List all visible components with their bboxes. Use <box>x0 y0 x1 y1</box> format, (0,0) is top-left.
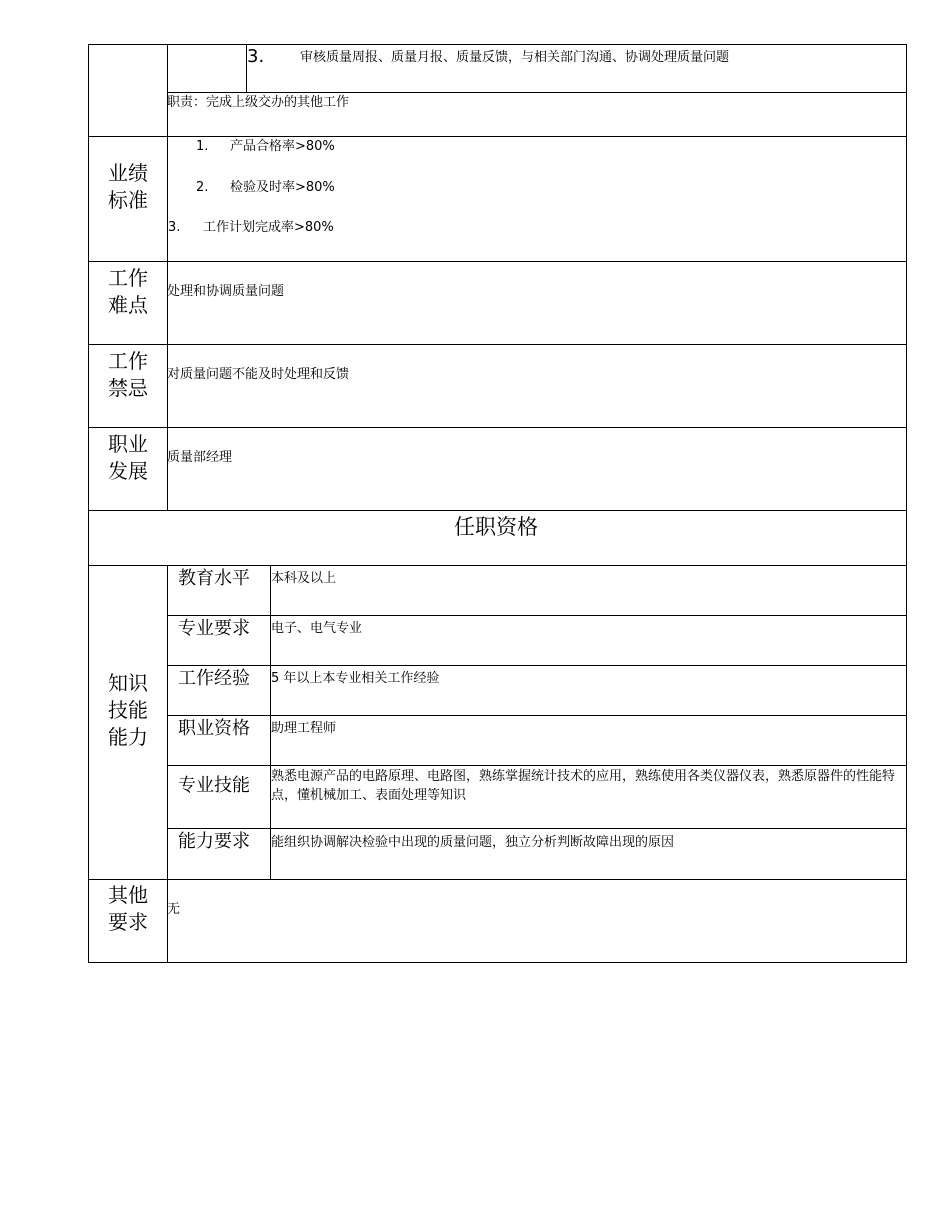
duty-3-text: 审核质量周报、质量月报、质量反馈，与相关部门沟通、协调处理质量问题 <box>300 50 730 65</box>
qualifications-heading: 任职资格 <box>454 515 538 539</box>
certification-value: 助理工程师 <box>271 721 337 736</box>
performance-item-3-number: 3. <box>168 220 181 235</box>
experience-value: 5 年以上本专业相关工作经验 <box>271 671 440 686</box>
rule-edu-bottom <box>167 615 907 616</box>
rule-duties-bottom <box>88 136 907 137</box>
rule-duty3-bottom <box>167 92 907 93</box>
rule-career-bottom <box>88 510 907 511</box>
rule-bottom <box>88 962 907 963</box>
other-duty-text: 职责：完成上级交办的其他工作 <box>167 95 350 110</box>
difficulty-label-line1: 工作 <box>108 266 148 290</box>
duty-3-number: 3. <box>247 46 265 67</box>
qualifications-label-line2: 技能 <box>108 698 148 722</box>
performance-label-line1: 业绩 <box>108 161 148 185</box>
qualifications-label <box>90 670 166 751</box>
skill-label: 专业技能 <box>178 775 250 796</box>
rule-top <box>88 44 907 45</box>
major-label: 专业要求 <box>178 618 250 639</box>
other-label <box>90 882 166 936</box>
rule-performance-bottom <box>88 261 907 262</box>
taboo-text: 对质量问题不能及时处理和反馈 <box>167 367 350 382</box>
performance-item-3-text: 工作计划完成率>80% <box>203 220 334 235</box>
rule-ability-bottom <box>88 879 907 880</box>
performance-item-2-number: 2. <box>196 180 209 195</box>
performance-item-1-number: 1. <box>196 139 209 154</box>
taboo-label-line2: 禁忌 <box>108 376 148 400</box>
education-value: 本科及以上 <box>271 571 337 586</box>
certification-label: 职业资格 <box>178 718 250 739</box>
education-label: 教育水平 <box>178 568 250 589</box>
skill-value: 熟悉电源产品的电路原理、电路图，熟练掌握统计技术的应用，熟练使用各类仪器仪表，熟悉原器件的性能特点，懂机械加工、表面处理等知识 <box>271 769 896 803</box>
rule-right <box>906 44 907 963</box>
performance-item-2-text: 检验及时率>80% <box>230 180 335 195</box>
other-text: 无 <box>167 902 181 917</box>
career-text: 质量部经理 <box>167 450 233 465</box>
rule-label-col-a <box>167 44 168 511</box>
major-value: 电子、电气专业 <box>271 621 363 636</box>
rule-heading-bottom <box>88 565 907 566</box>
rule-skill-bottom <box>167 828 907 829</box>
taboo-label <box>90 348 166 402</box>
career-label-line1: 职业 <box>108 432 148 456</box>
ability-value: 能组织协调解决检验中出现的质量问题，独立分析判断故障出现的原因 <box>271 835 675 850</box>
performance-item-1-text: 产品合格率>80% <box>230 139 335 154</box>
qualifications-label-line3: 能力 <box>108 725 148 749</box>
rule-difficulty-bottom <box>88 344 907 345</box>
rule-major-bottom <box>167 665 907 666</box>
rule-taboo-bottom <box>88 427 907 428</box>
other-label-line1: 其他 <box>108 883 148 907</box>
career-label <box>90 431 166 485</box>
rule-exp-bottom <box>167 715 907 716</box>
career-label-line2: 发展 <box>108 459 148 483</box>
performance-label-line2: 标准 <box>108 188 148 212</box>
ability-label: 能力要求 <box>178 831 250 852</box>
other-label-line2: 要求 <box>108 910 148 934</box>
performance-label <box>90 160 166 214</box>
difficulty-label <box>90 265 166 319</box>
experience-label: 工作经验 <box>178 668 250 689</box>
difficulty-text: 处理和协调质量问题 <box>167 284 285 299</box>
qualifications-label-line1: 知识 <box>108 671 148 695</box>
difficulty-label-line2: 难点 <box>108 293 148 317</box>
taboo-label-line1: 工作 <box>108 349 148 373</box>
